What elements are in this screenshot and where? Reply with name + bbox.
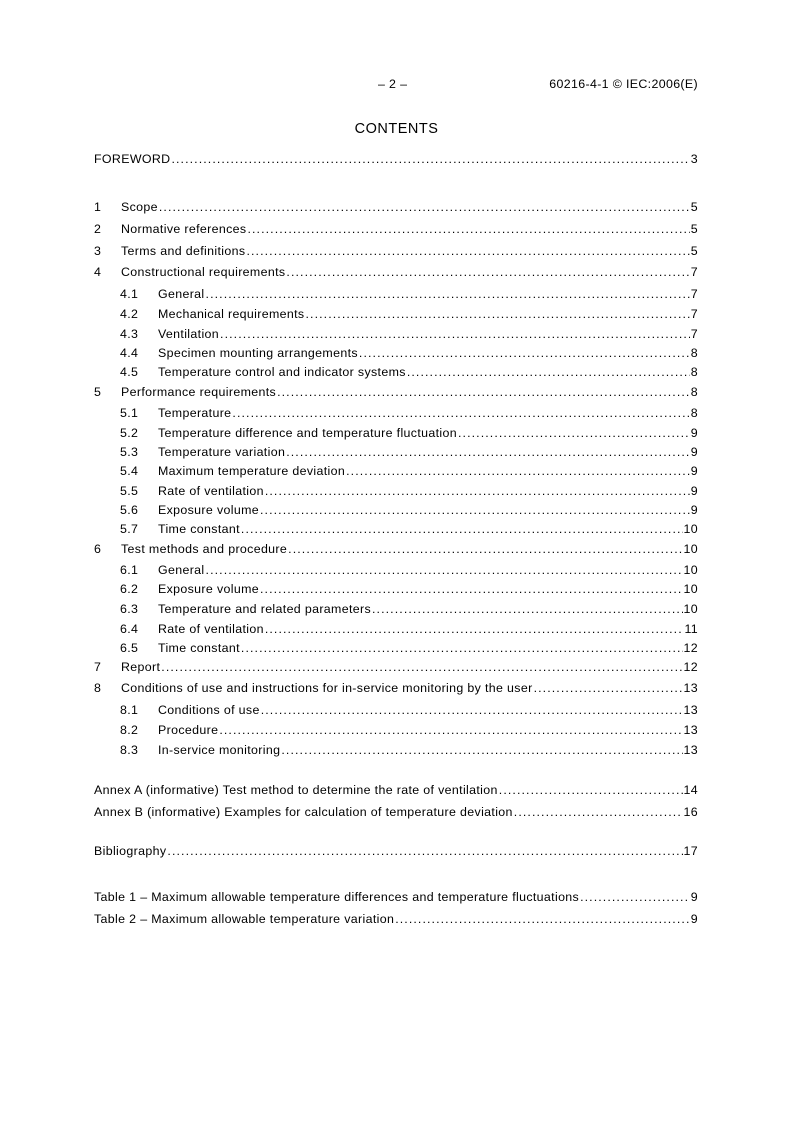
toc-entry-title: Rate of ventilation: [158, 622, 264, 636]
toc-entry-title: General: [158, 563, 205, 577]
toc-table-entry[interactable]: [94, 912, 698, 928]
dot-leader: [159, 200, 690, 214]
toc-entry-number: 2: [94, 222, 102, 236]
toc-entry-title: Exposure volume: [158, 582, 259, 596]
toc-entry-title: Mechanical requirements: [158, 307, 305, 321]
page-number: – 2 –: [378, 77, 408, 91]
toc-entry-number: 5.5: [120, 484, 139, 498]
toc-entry-page: 17: [683, 844, 698, 858]
dot-leader: [247, 222, 689, 236]
dot-leader: [265, 622, 684, 636]
toc-entry-title: Temperature variation: [158, 445, 286, 459]
toc-entry-title: Specimen mounting arrangements: [158, 346, 358, 360]
toc-entry-number: 5.4: [120, 464, 139, 478]
toc-section-entry[interactable]: [94, 222, 698, 238]
toc-entry-title: Time constant: [158, 522, 240, 536]
dot-leader: [407, 365, 690, 379]
toc-entry-title: Exposure volume: [158, 503, 259, 517]
toc-entry-title: Rate of ventilation: [158, 484, 264, 498]
toc-entry-title: Procedure: [158, 723, 219, 737]
toc-entry-bibliography[interactable]: [94, 844, 698, 860]
toc-entry-page: 13: [683, 703, 698, 717]
dot-leader: [281, 743, 682, 757]
toc-entry-number: 6.4: [120, 622, 139, 636]
toc-entry-page: 8: [690, 406, 698, 420]
toc-entry-number: 6.2: [120, 582, 139, 596]
dot-leader: [288, 542, 682, 556]
toc-entry-number: 6.5: [120, 641, 139, 655]
toc-entry-title: Time constant: [158, 641, 240, 655]
toc-entry-number: 5.1: [120, 406, 139, 420]
toc-subsection-entry[interactable]: [94, 365, 698, 381]
toc-subsection-entry[interactable]: [94, 426, 698, 442]
dot-leader: [265, 484, 690, 498]
toc-entry-title: Table 2 – Maximum allowable temperature variation: [94, 912, 395, 926]
dot-leader: [232, 406, 689, 420]
toc-entry-number: 6: [94, 542, 102, 556]
toc-entry-number: 4.4: [120, 346, 139, 360]
toc-subsection-entry[interactable]: [94, 602, 698, 618]
toc-subsection-entry[interactable]: [94, 327, 698, 343]
toc-entry-number: 5.3: [120, 445, 139, 459]
dot-leader: [246, 244, 689, 258]
dot-leader: [260, 582, 683, 596]
toc-entry-page: 8: [690, 365, 698, 379]
toc-entry-number: 5.7: [120, 522, 139, 536]
toc-entry-title: Test methods and procedure: [121, 542, 288, 556]
toc-subsection-entry[interactable]: [94, 723, 698, 739]
toc-entry-title: General: [158, 287, 205, 301]
toc-entry-number: 8.1: [120, 703, 139, 717]
toc-entry-page: 9: [690, 503, 698, 517]
dot-leader: [220, 327, 690, 341]
document-id: 60216-4-1 © IEC:2006(E): [549, 77, 698, 91]
toc-subsection-entry[interactable]: [94, 743, 698, 759]
toc-subsection-entry[interactable]: [94, 703, 698, 719]
dot-leader: [206, 287, 690, 301]
dot-leader: [261, 703, 683, 717]
toc-entry-title: FOREWORD: [94, 152, 171, 166]
contents-title: CONTENTS: [354, 121, 439, 137]
toc-entry-page: 10: [683, 542, 698, 556]
toc-entry-page: 7: [690, 265, 698, 279]
toc-entry-title: Performance requirements: [121, 385, 277, 399]
toc-entry-number: 6.1: [120, 563, 139, 577]
toc-entry-number: 8: [94, 681, 102, 695]
toc-entry-title: Maximum temperature deviation: [158, 464, 346, 478]
toc-entry-page: 9: [690, 464, 698, 478]
toc-entry-page: 13: [683, 723, 698, 737]
dot-leader: [305, 307, 689, 321]
dot-leader: [241, 641, 683, 655]
toc-entry-page: 9: [690, 890, 698, 904]
toc-entry-page: 7: [690, 287, 698, 301]
toc-entry-page: 9: [690, 426, 698, 440]
toc-entry-title: Temperature and related parameters: [158, 602, 372, 616]
toc-entry-page: 12: [683, 660, 698, 674]
toc-entry-title: Conditions of use and instructions for in-service monitoring by the user: [121, 681, 533, 695]
toc-entry-number: 4.5: [120, 365, 139, 379]
toc-entry-number: 4: [94, 265, 102, 279]
toc-entry-page: 14: [683, 783, 698, 797]
toc-entry-title: Normative references: [121, 222, 247, 236]
toc-entry-title: Conditions of use: [158, 703, 260, 717]
toc-entry-number: 5.2: [120, 426, 139, 440]
toc-entry-page: 10: [683, 563, 698, 577]
toc-entry-number: 5: [94, 385, 102, 399]
toc-entry-page: 8: [690, 385, 698, 399]
toc-subsection-entry[interactable]: [94, 307, 698, 323]
toc-entry-title: Terms and definitions: [121, 244, 246, 258]
page-header: [0, 77, 793, 93]
dot-leader: [286, 265, 689, 279]
toc-entry-page: 5: [690, 222, 698, 236]
toc-subsection-entry[interactable]: [94, 464, 698, 480]
toc-entry-page: 3: [690, 152, 698, 166]
dot-leader: [580, 890, 690, 904]
toc-entry-page: 7: [690, 327, 698, 341]
toc-subsection-entry[interactable]: [94, 522, 698, 538]
toc-entry-foreword[interactable]: [94, 152, 698, 168]
toc-entry-page: 13: [683, 743, 698, 757]
toc-entry-number: 3: [94, 244, 102, 258]
toc-section-entry[interactable]: [94, 660, 698, 676]
toc-entry-title: Constructional requirements: [121, 265, 286, 279]
toc-annex-entry[interactable]: [94, 783, 698, 799]
toc-subsection-entry[interactable]: [94, 287, 698, 303]
toc-entry-page: 10: [683, 582, 698, 596]
toc-entry-title: Bibliography: [94, 844, 167, 858]
toc-annex-entry[interactable]: [94, 805, 698, 821]
toc-entry-page: 10: [683, 522, 698, 536]
toc-entry-title: Temperature: [158, 406, 232, 420]
toc-entry-number: 5.6: [120, 503, 139, 517]
toc-subsection-entry[interactable]: [94, 503, 698, 519]
toc-section-entry[interactable]: [94, 385, 698, 401]
toc-subsection-entry[interactable]: [94, 445, 698, 461]
dot-leader: [372, 602, 683, 616]
dot-leader: [458, 426, 690, 440]
toc-table-entry[interactable]: [94, 890, 698, 906]
dot-leader: [346, 464, 690, 478]
toc-subsection-entry[interactable]: [94, 484, 698, 500]
dot-leader: [286, 445, 690, 459]
toc-subsection-entry[interactable]: [94, 563, 698, 579]
toc-entry-number: 1: [94, 200, 102, 214]
toc-entry-title: Annex B (informative) Examples for calculation of temperature deviation: [94, 805, 513, 819]
toc-entry-title: Temperature difference and temperature fluctuation: [158, 426, 457, 440]
toc-section-entry[interactable]: [94, 542, 698, 558]
toc-section-entry[interactable]: [94, 200, 698, 216]
dot-leader: [277, 385, 690, 399]
dot-leader: [161, 660, 682, 674]
dot-leader: [514, 805, 683, 819]
toc-section-entry[interactable]: [94, 244, 698, 260]
toc-subsection-entry[interactable]: [94, 582, 698, 598]
toc-entry-page: 5: [690, 244, 698, 258]
toc-entry-number: 4.1: [120, 287, 139, 301]
toc-entry-title: Scope: [121, 200, 158, 214]
toc-entry-title: Ventilation: [158, 327, 220, 341]
dot-leader: [171, 152, 689, 166]
dot-leader: [260, 503, 690, 517]
toc-entry-title: Temperature control and indicator systems: [158, 365, 406, 379]
dot-leader: [359, 346, 690, 360]
toc-entry-number: 4.3: [120, 327, 139, 341]
toc-subsection-entry[interactable]: [94, 406, 698, 422]
toc-entry-page: 8: [690, 346, 698, 360]
dot-leader: [167, 844, 682, 858]
toc-entry-title: In-service monitoring: [158, 743, 281, 757]
toc-entry-number: 7: [94, 660, 102, 674]
toc-entry-page: 16: [683, 805, 698, 819]
toc-entry-page: 9: [690, 484, 698, 498]
toc-entry-page: 12: [683, 641, 698, 655]
toc-subsection-entry[interactable]: [94, 622, 698, 638]
toc-entry-page: 9: [690, 445, 698, 459]
toc-entry-page: 9: [690, 912, 698, 926]
toc-entry-title: Table 1 – Maximum allowable temperature differences and temperature fluctuations: [94, 890, 580, 904]
toc-entry-number: 8.2: [120, 723, 139, 737]
dot-leader: [499, 783, 683, 797]
toc-subsection-entry[interactable]: [94, 641, 698, 657]
toc-entry-title: Report: [121, 660, 161, 674]
toc-entry-page: 10: [683, 602, 698, 616]
dot-leader: [241, 522, 683, 536]
toc-entry-page: 13: [683, 681, 698, 695]
toc-entry-number: 4.2: [120, 307, 139, 321]
dot-leader: [395, 912, 690, 926]
dot-leader: [534, 681, 683, 695]
toc-entry-page: 11: [684, 622, 698, 636]
dot-leader: [206, 563, 683, 577]
toc-entry-number: 8.3: [120, 743, 139, 757]
toc-section-entry[interactable]: [94, 265, 698, 281]
toc-entry-title: Annex A (informative) Test method to determine the rate of ventilation: [94, 783, 498, 797]
toc-subsection-entry[interactable]: [94, 346, 698, 362]
toc-entry-page: 5: [690, 200, 698, 214]
toc-entry-page: 7: [690, 307, 698, 321]
toc-section-entry[interactable]: [94, 681, 698, 697]
toc-entry-number: 6.3: [120, 602, 139, 616]
dot-leader: [219, 723, 682, 737]
